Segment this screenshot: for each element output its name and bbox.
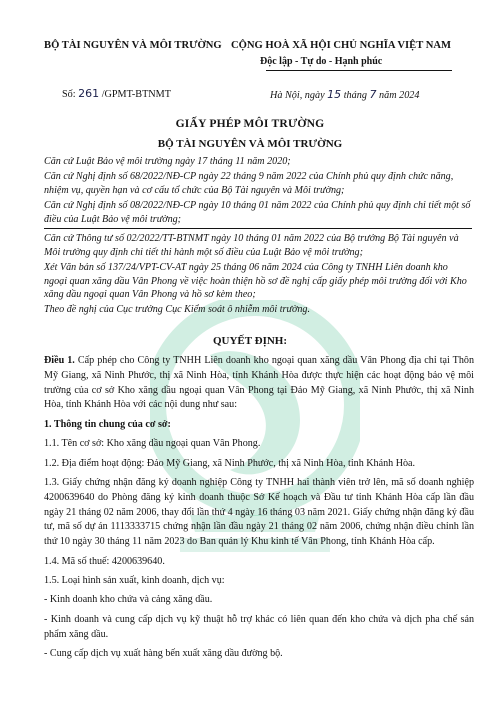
issuing-authority: BỘ TÀI NGUYÊN VÀ MÔI TRƯỜNG — [157, 138, 343, 150]
ministry-name: BỘ TÀI NGUYÊN VÀ MÔI TRƯỜNG — [44, 40, 222, 51]
date-day: 15 — [327, 88, 342, 101]
legal-bases — [44, 155, 472, 319]
list-item: 1.1. Tên cơ sở: Kho xăng dầu ngoại quan Vân Phong. — [44, 438, 261, 450]
motto-underline — [266, 70, 452, 71]
article-1-label: Điều 1. — [44, 355, 75, 366]
date-month-label: tháng — [343, 90, 367, 101]
article-1-text: Cấp phép cho Công ty TNHH Liên doanh kho ngoại quan xăng dầu Vân Phong địa chỉ tại Thôn Mỹ Giang, xã Ninh Phước, thị xã Ninh Hòa, tỉnh Khánh Hòa được thực hiện các hoạt động bảo vệ môi trường của cơ sở Kho xăng dầu ngoại quan Vân Phong tại Đảo Mỹ Giang, xã Ninh Phước, thị xã Ninh Hòa, tỉnh Khánh Hòa với các nội dung như sau: — [44, 355, 474, 411]
decision-body — [44, 354, 474, 666]
list-item: - Kinh doanh kho chứa và cảng xăng dầu. — [44, 594, 213, 606]
doc-number-handwritten: 261 — [78, 87, 100, 100]
document-title: GIẤY PHÉP MÔI TRƯỜNG — [175, 117, 325, 130]
legal-basis-item: Căn cứ Nghị định số 08/2022/NĐ-CP ngày 10 tháng 01 năm 2022 của Chính phủ quy định chi tiết một số điều của Luật Bảo vệ môi trường; — [44, 199, 471, 225]
list-item: 1.2. Địa điểm hoạt động: Đảo Mỹ Giang, xã Ninh Phước, thị xã Ninh Hòa, tỉnh Khánh Hòa. — [44, 457, 416, 469]
document-number — [62, 87, 171, 100]
doc-number-suffix: /GPMT-BTNMT — [101, 89, 171, 100]
section-1-heading: 1. Thông tin chung của cơ sở: — [44, 418, 171, 430]
legal-basis-item: Căn cứ Luật Bảo vệ môi trường ngày 17 tháng 11 năm 2020; — [44, 156, 291, 167]
legal-basis-item: Căn cứ Nghị định số 68/2022/NĐ-CP ngày 22 tháng 9 năm 2022 của Chính phủ quy định chức năng, nhiệm vụ, quyền hạn và cơ cấu tổ chức của Bộ Tài nguyên và Môi trường; — [44, 171, 454, 196]
republic-name: CỘNG HOÀ XÃ HỘI CHỦ NGHĨA VIỆT NAM — [231, 40, 452, 51]
list-item: - Kinh doanh và cung cấp dịch vụ kỹ thuật hỗ trợ khác có liên quan đến kho chứa và dịch pha chế sản phẩm xăng dầu. — [44, 613, 474, 640]
national-motto: Độc lập - Tự do - Hạnh phúc — [260, 56, 383, 67]
list-item: 1.4. Mã số thuế: 4200639640. — [44, 555, 165, 567]
list-item: 1.3. Giấy chứng nhận đăng ký doanh nghiệp Công ty TNHH hai thành viên trở lên, mã số doanh nghiệp 4200639640 do Phòng đăng ký kinh doanh thuộc Sở Kế hoạch và Đầu tư tỉnh Khánh Hòa cấp lần đầu ngày 21 tháng 02 năm 2006, thay đổi lần thứ 4 ngày 16 tháng 03 năm 2021. Giấy chứng nhận đăng ký đầu tư, mã số dự án 1113333715 chứng nhận lần đầu ngày 21 tháng 02 năm 2006, chứng nhận điều chỉnh lần thứ 10 ngày 30 tháng 11 năm 2023 do Ban quản lý Khu kinh tế Vân Phong, tỉnh Khánh Hòa cấp. — [44, 476, 474, 548]
list-item: - Cung cấp dịch vụ xuất hàng bến xuất xăng dầu đường bộ. — [44, 647, 283, 659]
decision-heading: QUYẾT ĐỊNH: — [212, 335, 288, 347]
legal-basis-item: Xét Văn bản số 137/24/VPT-CV-AT ngày 25 tháng 06 năm 2024 của Công ty TNHH Liên doanh kho ngoại quan xăng dầu Vân Phong về việc hoàn thiện hồ sơ đề nghị cấp giấy phép môi trường đối với Kho xăng dầu ngoại quan Vân Phong và hồ sơ kèm theo; — [44, 261, 467, 301]
legal-basis-item: Theo đề nghị của Cục trưởng Cục Kiểm soát ô nhiễm môi trường. — [44, 304, 310, 316]
article-1 — [44, 354, 474, 413]
list-item: 1.5. Loại hình sản xuất, kinh doanh, dịch vụ: — [44, 574, 225, 586]
separator-line — [44, 228, 472, 229]
doc-number-prefix: Số: — [62, 89, 76, 100]
legal-basis-item: Căn cứ Thông tư số 02/2022/TT-BTNMT ngày 10 tháng 01 năm 2022 của Bộ trưởng Bộ Tài nguyên và Môi trường quy định chi tiết thi hành một số điều của Luật Bảo vệ môi trường; — [44, 233, 459, 258]
date-place: Hà Nội, ngày — [270, 90, 325, 101]
date-month: 7 — [369, 88, 377, 101]
date-year: năm 2024 — [379, 90, 420, 101]
issue-date — [270, 88, 420, 101]
